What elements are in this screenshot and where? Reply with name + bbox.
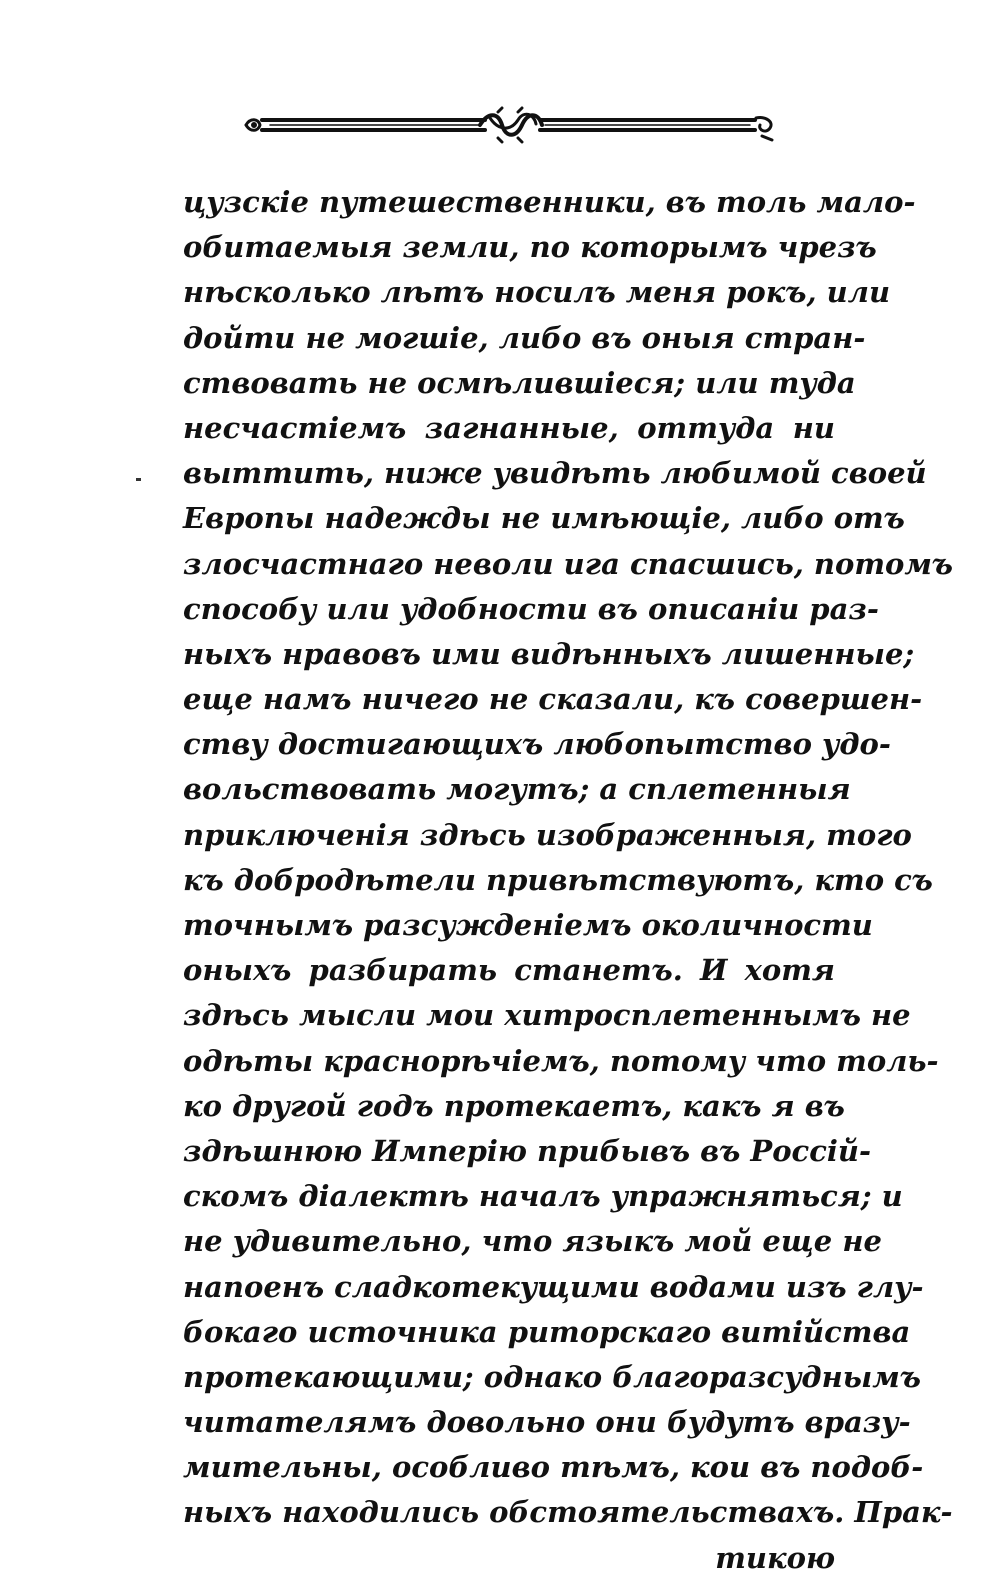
text-line: протекающими; однако благоразсуднымъ [183, 1359, 921, 1394]
text-line: дойти не могшiе, либо въ оныя стран- [183, 320, 866, 355]
text-line: мительны, особливо тѣмъ, кои въ подоб- [183, 1450, 924, 1485]
text-line: цузскiе путешественники, въ толь мало- [183, 185, 916, 219]
text-line: вольствовать могутъ; а сплетенныя [183, 772, 851, 807]
text-line: нѣсколько лѣтъ носилъ меня рокъ, или [183, 275, 891, 310]
stray-print-mark [136, 478, 141, 481]
text-line: способу или удобности въ описанiи раз- [183, 591, 879, 626]
text-line: здѣсь мысли мои хитросплетеннымъ не [183, 998, 911, 1033]
text-line: выттить, ниже увидѣть любимой своей [183, 456, 927, 491]
text-line: скомъ дiалектѣ началъ упражняться; и [183, 1179, 903, 1214]
text-line: приключенiя здѣсь изображенныя, того [183, 817, 912, 852]
text-line: ко другой годъ протекаетъ, какъ я въ [183, 1088, 845, 1123]
text-line: оныхъ разбирать станетъ. И хотя [183, 953, 835, 988]
text-line: ныхъ нравовъ ими видѣнныхъ лишенные; [183, 636, 915, 671]
text-line: читателямъ довольно они будутъ вразу- [183, 1405, 911, 1440]
text-line: точнымъ разсужденiемъ околичности [183, 908, 873, 942]
text-line: бокаго источника риторскаго витiйства [183, 1314, 911, 1349]
text-line: ствовать не осмѣлившiеся; или туда [183, 365, 856, 400]
text-line: къ добродѣтели привѣтствуютъ, кто съ [183, 862, 933, 897]
headpiece-ornament [240, 100, 780, 150]
text-line: ныхъ находились обстоятельствахъ. Прак- [183, 1495, 953, 1530]
text-line: здѣшнюю Имперiю прибывъ въ Россiй- [183, 1133, 872, 1168]
text-line: одѣты краснорѣчiемъ, потому что толь- [183, 1043, 939, 1078]
text-line: обитаемыя земли, по которымъ чрезъ [183, 230, 877, 265]
text-line: Европы надежды не имѣющiе, либо отъ [183, 501, 905, 536]
text-line: несчастiемъ загнанные, оттуда ни [183, 410, 835, 445]
text-line: напоенъ сладкотекущими водами изъ глу- [183, 1269, 924, 1304]
body-text [183, 180, 954, 1581]
text-line: злосчастнаго неволи ига спасшись, потомъ [183, 546, 954, 581]
text-line: не удивительно, что языкъ мой еще не [183, 1224, 882, 1259]
text-line: ству достигающихъ любопытство удо- [183, 727, 891, 762]
text-line: еще намъ ничего не сказали, къ совершен- [183, 682, 923, 717]
catchword: тикою [715, 1540, 835, 1575]
